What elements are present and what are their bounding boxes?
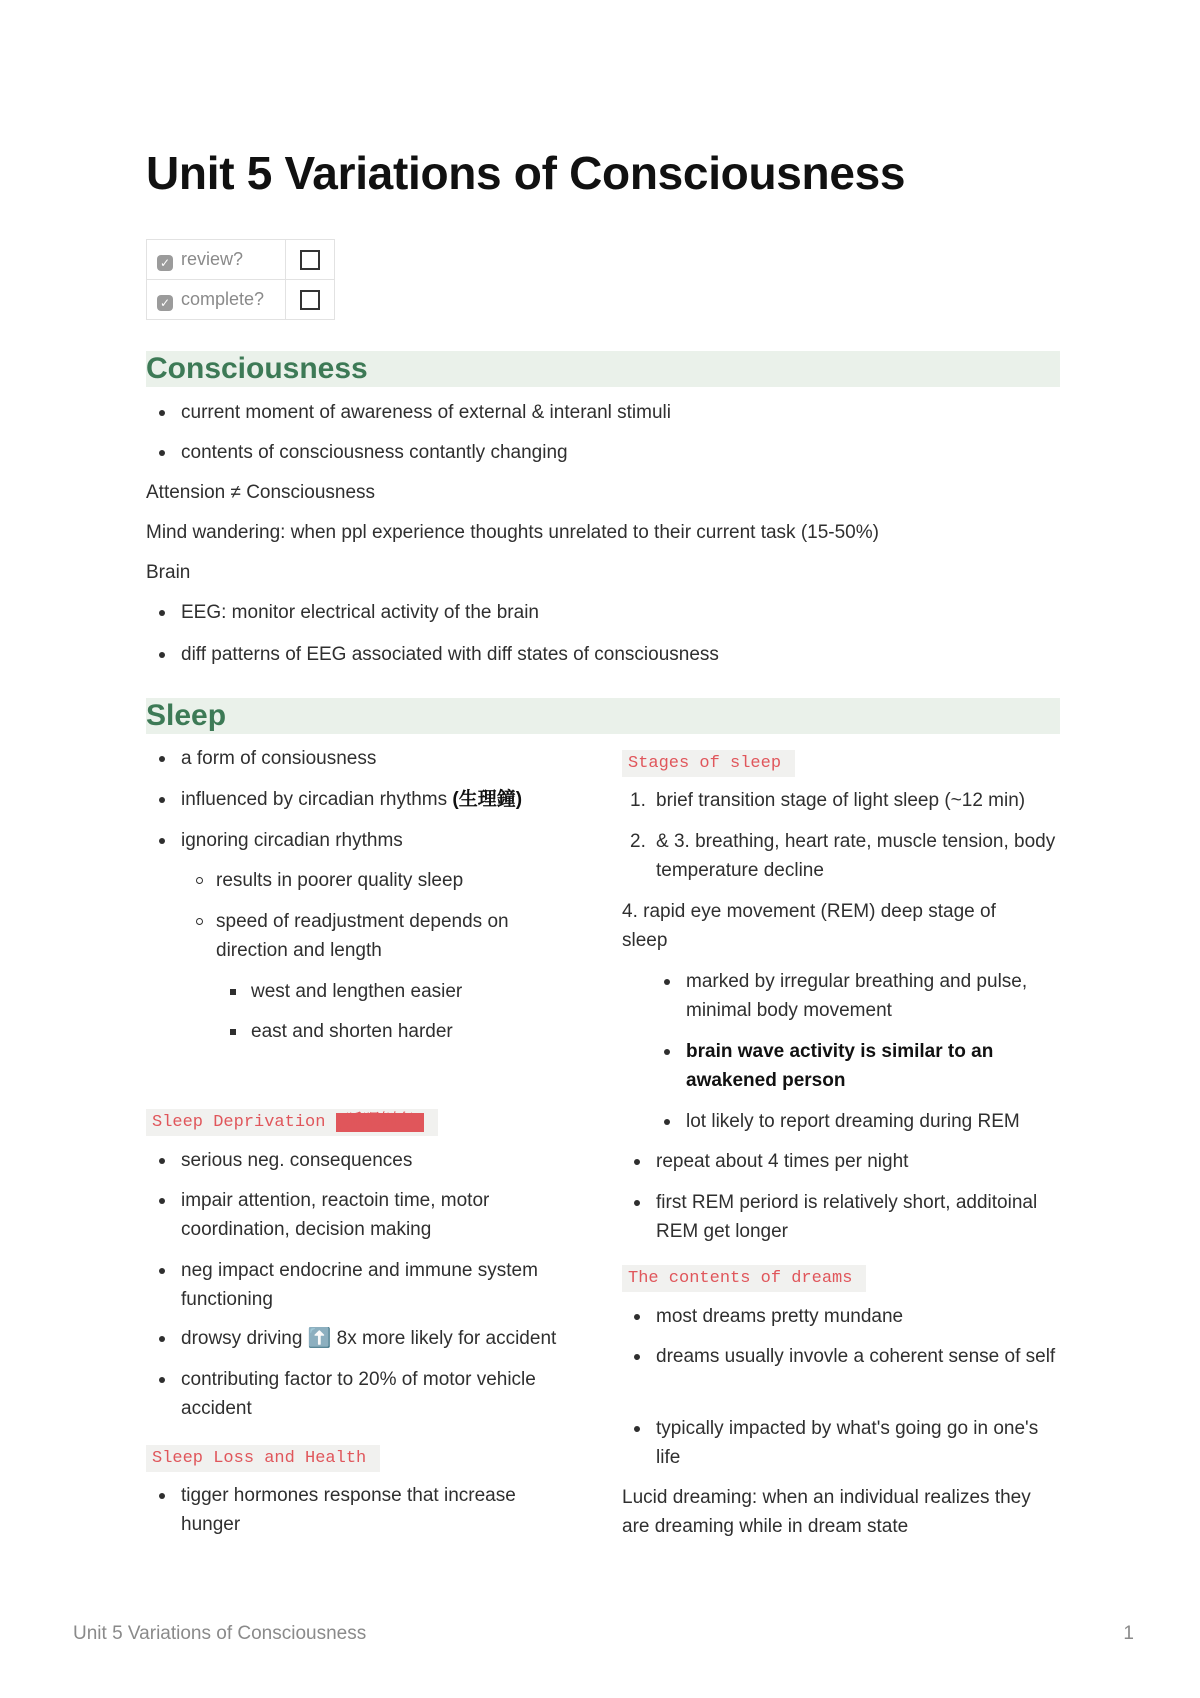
sleep-deprivation-label: Sleep Deprivation (睡眠剝奪): [146, 1109, 438, 1136]
paragraph-lucid-dreaming: Lucid dreaming: when an individual realizes they are dreaming while in dream state: [622, 1487, 1031, 1537]
heading-consciousness: Consciousness: [146, 351, 1060, 387]
list-item: current moment of awareness of external & interanl stimuli: [181, 398, 671, 427]
list-item: brain wave activity is similar to an awakened person: [686, 1037, 1062, 1095]
property-row-review: [147, 240, 335, 280]
list-item: a form of consiousness: [181, 744, 376, 773]
list-item: influenced by circadian rhythms (生理鐘): [181, 785, 522, 814]
list-item: most dreams pretty mundane: [656, 1302, 903, 1331]
property-label: complete?: [181, 288, 265, 309]
checkbox-property-icon: ✓: [157, 295, 173, 311]
list-item: drowsy driving ⬆️ 8x more likely for accident: [181, 1324, 556, 1353]
list-item: results in poorer quality sleep: [216, 866, 463, 895]
properties-table: [146, 239, 335, 320]
list-item: repeat about 4 times per night: [656, 1147, 908, 1176]
list-item: serious neg. consequences: [181, 1146, 412, 1175]
list-item: ignoring circadian rhythms: [181, 826, 403, 855]
page-title: Unit 5 Variations of Consciousness: [146, 147, 906, 199]
redacted-text: (睡眠剝奪): [335, 1113, 425, 1132]
property-label: review?: [181, 248, 244, 269]
list-item: contents of consciousness contantly changing: [181, 438, 568, 467]
heading-sleep: Sleep: [146, 698, 1060, 734]
list-item: tigger hormones response that increase hunger: [181, 1481, 551, 1539]
circadian-cjk: (生理鐘): [452, 789, 523, 810]
complete-checkbox[interactable]: [300, 290, 320, 310]
paragraph-attention: Attension ≠ Consciousness: [146, 482, 376, 503]
list-item: speed of readjustment depends on direction and length: [216, 907, 556, 965]
list-item: dreams usually invovle a coherent sense of self: [656, 1342, 1056, 1371]
footer-title: Unit 5 Variations of Consciousness: [73, 1623, 367, 1644]
page-number: 1: [1123, 1623, 1134, 1644]
contents-of-dreams-label: The contents of dreams: [622, 1265, 866, 1292]
paragraph-rem: 4. rapid eye movement (REM) deep stage of sleep: [622, 901, 996, 951]
list-item: diff patterns of EEG associated with diff states of consciousness: [181, 640, 719, 669]
list-item: neg impact endocrine and immune system functioning: [181, 1256, 581, 1314]
list-item: west and lengthen easier: [251, 977, 462, 1006]
list-item: impair attention, reactoin time, motor coordination, decision making: [181, 1186, 581, 1244]
paragraph-brain: Brain: [146, 562, 191, 583]
list-item: lot likely to report dreaming during REM: [686, 1107, 1020, 1136]
checkbox-property-icon: ✓: [157, 255, 173, 271]
review-checkbox[interactable]: [300, 250, 320, 270]
list-item: first REM periord is relatively short, additoinal REM get longer: [656, 1188, 1056, 1246]
list-item: marked by irregular breathing and pulse, minimal body movement: [686, 967, 1062, 1025]
numbered-item: 2. & 3. breathing, heart rate, muscle tension, body temperature decline: [630, 831, 1056, 881]
list-item: east and shorten harder: [251, 1017, 453, 1046]
list-item: typically impacted by what's going go in one's life: [656, 1414, 1056, 1472]
list-item: contributing factor to 20% of motor vehicle accident: [181, 1365, 561, 1423]
list-item: EEG: monitor electrical activity of the brain: [181, 598, 539, 627]
paragraph-mind-wandering: Mind wandering: when ppl experience thoughts unrelated to their current task (15-50%): [146, 522, 879, 543]
numbered-item: 1. brief transition stage of light sleep (~12 min): [630, 790, 1026, 811]
sleep-loss-health-label: Sleep Loss and Health: [146, 1445, 380, 1472]
stages-of-sleep-label: Stages of sleep: [622, 750, 795, 777]
property-row-complete: [147, 280, 335, 320]
